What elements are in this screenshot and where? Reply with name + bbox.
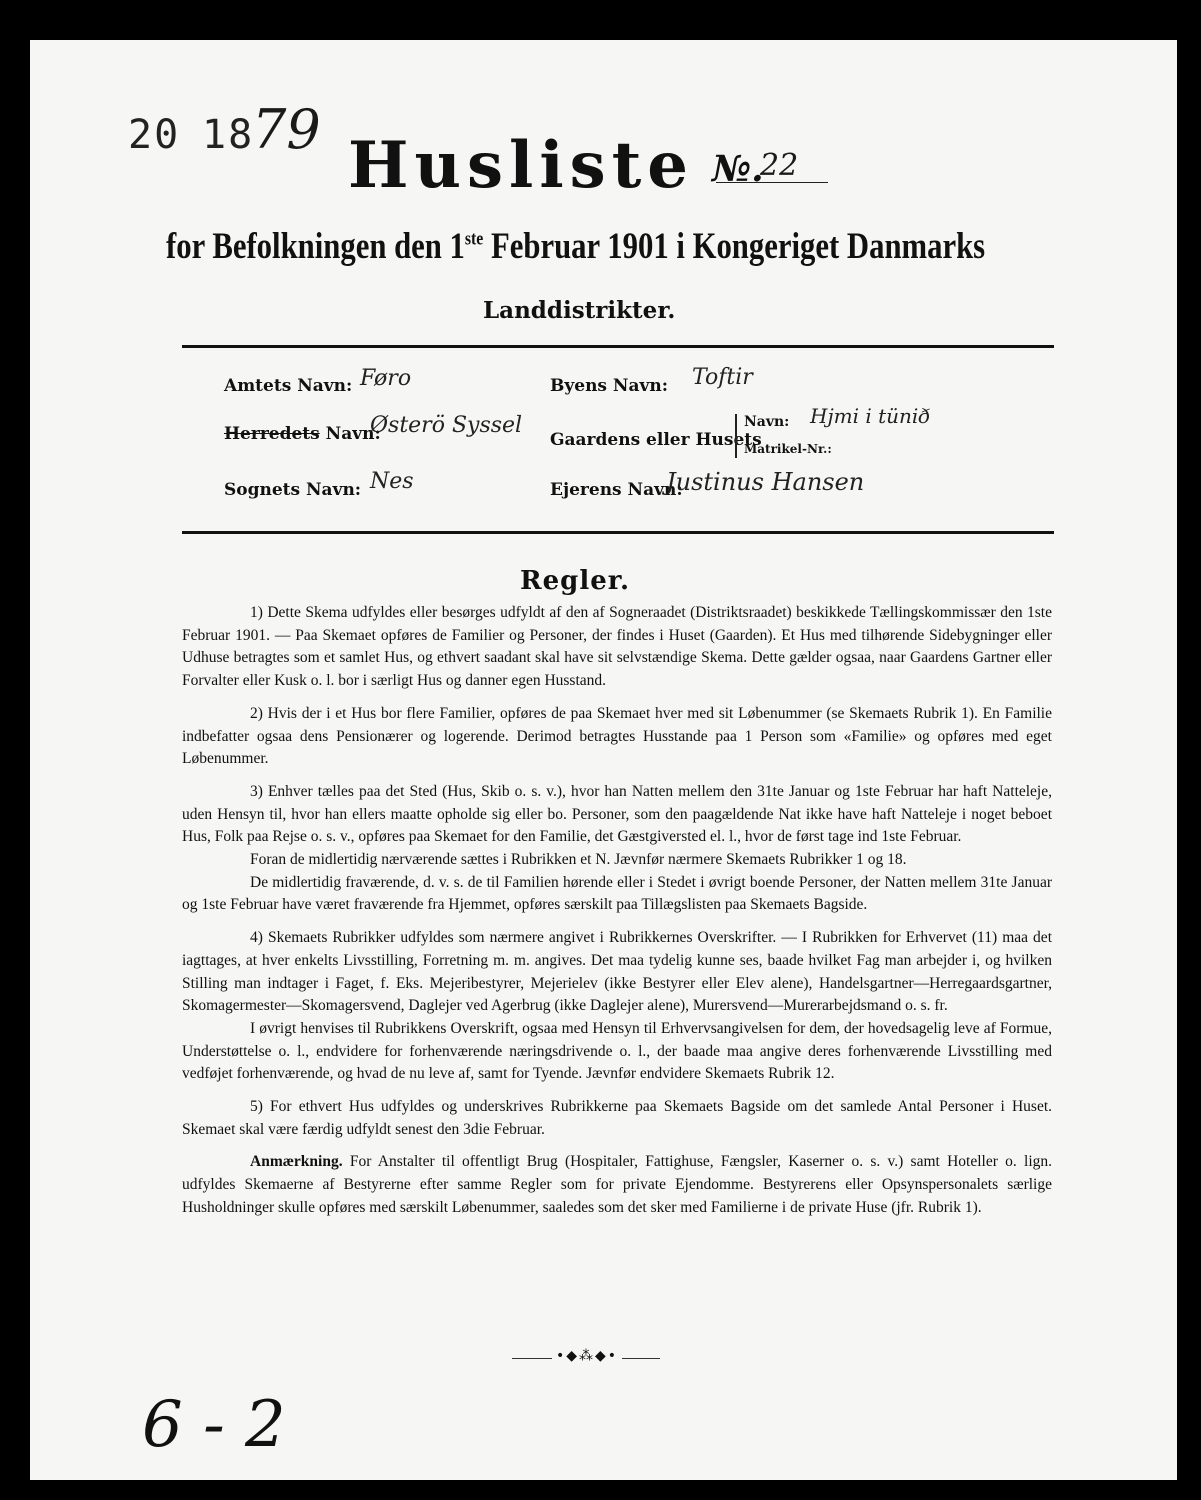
amt-value-handwritten: Føro [360, 366, 412, 391]
by-label: Byens Navn: [550, 376, 668, 396]
rule-1: 1) Dette Skema udfyldes eller besørges udfyldt af den af Sogneraadet (Distriktsraadet) beskikkede Tællingskommissær den 1ste Februar 1901. — Paa Skemaet opføres de Familier og Personer, der findes i Huset (Gaarden). Et Hus med tilhørende Sidebygninger eller Udhuse betragtes som et samlet Hus, og ethvert saadant skal have sit selvstændige Skema. Dette gælder ogsaa, naar Gaardens Gartner eller Forvalter eller Kusk o. l. bor i særligt Hus og danner egen Husstand. [182, 604, 1052, 690]
handwritten-code: 6 - 2 [142, 1388, 286, 1462]
year-prefix: 18 [202, 112, 255, 158]
subtitle: for Befolkningen den 1ste Februar 1901 i Kongeriget Danmarks [166, 226, 986, 267]
amt-label: Amtets Navn: [224, 376, 353, 396]
gaard-navn-label: Navn: [744, 414, 790, 430]
rule-4-main: 4) Skemaets Rubrikker udfyldes som nærmere angivet i Rubrikkernes Overskrifter. — I Rubrikken for Erhvervet (11) maa det iagttages, at hver enkelts Livsstilling, Forretning m. m. angives. Det maa tydelig kunne ses, baade hvilket Fag man arbejder i, og hvilken Stilling man indtager i Faget, f. Eks. Mejeribestyrer, Mejerielev (ikke Bestyrer eller Elev alene), Handelsgartner—Herregaardsgartner, Skomagermester—Skomagersvend, Daglejer ved Agerbrug (ikke Daglejer alene), Murersvend—Murerarbejdsmand o. s. fr. [182, 929, 1052, 1015]
rule-2: 2) Hvis der i et Hus bor flere Familier, opføres de paa Skemaet hver med sit Løbenummer (se Skemaets Rubrik 1). En Familie indbefatter ogsaa dens Pensionærer og logerende. Derimod betragtes Husstande paa 1 Person som «Familie» og opføres med eget Løbenummer. [182, 704, 1052, 768]
ornament: •◆⁂◆• [552, 1348, 622, 1364]
divider-bottom [182, 531, 1054, 534]
remark-text: For Anstalter til offentligt Brug (Hospitaler, Fattighuse, Fængsler, Kaserner o. s. v.) samt Hoteller o. lign. udfyldes Skemaerne af Bestyrerne efter samme Regler som for private Ejendomme. Bestyrerens eller Opsynspersonalets særlige Husholdninger skulle opføres med særskilt Løbenummer, saaledes som det sker med Familierne i de private Huse (jfr. Rubrik 1). [182, 1153, 1052, 1216]
matrikel-label: Matrikel-Nr.: [744, 442, 832, 456]
number-label: №. [712, 148, 764, 190]
herred-value-handwritten: Østerö Syssel [370, 413, 523, 438]
number-value-handwritten: 22 [760, 148, 799, 183]
gaard-bracket [735, 414, 737, 458]
ejer-label: Ejerens Navn: [550, 480, 683, 500]
rule-3-absent: De midlertidig fraværende, d. v. s. de til Familien hørende eller i Stedet i øvrigt boende Personer, der Natten mellem 31te Januar og 1ste Februar have været fraværende fra Hjemmet, opføres særskilt paa Tillægslisten paa Skemaets Bagside. [182, 873, 1052, 914]
subsubtitle: Landdistrikter. [483, 297, 676, 324]
rule-3-note-n: Foran de midlertidig nærværende sættes i Rubrikken et N. Jævnfør nærmere Skemaets Rubrikker 1 og 18. [250, 851, 907, 869]
by-value-handwritten: Toftir [692, 365, 753, 390]
gaard-label: Gaardens eller Husets [550, 430, 762, 450]
divider-top [182, 345, 1054, 348]
census-form-page [30, 40, 1177, 1480]
stamp-number: 20 [128, 112, 181, 158]
remark [182, 1151, 1052, 1219]
rule-4-more: I øvrigt henvises til Rubrikkens Overskrift, ogsaa med Hensyn til Erhvervsangivelsen for dem, der hovedsagelig leve af Formue, Understøttelse o. l., endvidere for forhenværende næringsdrivende o. l., der baade maa angive deres forhenværende Livsstilling med vedføjet forhenværende, og hvad de nu leve af, samt for Tyende. Jævnfør endvidere Skemaets Rubrik 12. [182, 1019, 1052, 1083]
rule-5: 5) For ethvert Hus udfyldes og underskrives Rubrikkerne paa Skemaets Bagside om det samlede Antal Personer i Huset. Skemaet skal være færdig udfyldt senest den 3die Februar. [182, 1098, 1052, 1138]
page-title: Husliste [348, 128, 694, 203]
ejer-value-handwritten: Justinus Hansen [666, 468, 865, 496]
gaard-navn-value-handwritten: Hjmi i tünið [810, 404, 931, 428]
sogn-value-handwritten: Nes [370, 469, 414, 494]
remark-label: Anmærkning. [250, 1153, 343, 1171]
number-underline [716, 182, 828, 183]
rule-3-main: 3) Enhver tælles paa det Sted (Hus, Skib o. s. v.), hvor han Natten mellem den 31te Januar og 1ste Februar har haft Natteleje, uden Hensyn til, hvor han ellers maatte opholde sig eller bo. Personer, som den paagældende Nat ikke have haft Natteleje i noget beboet Hus, Folk paa Rejse o. s. v., opføres paa Skemaet for den Familie, det Gæstgiversted el. l., hvor de først tage ind 1ste Februar. [182, 782, 1052, 846]
rules-heading: Regler. [520, 566, 631, 596]
herred-label: Herredets Navn: [224, 424, 381, 444]
sogn-label: Sognets Navn: [224, 480, 362, 500]
rules-body [182, 602, 1052, 1230]
year-suffix-handwritten: 79 [252, 98, 321, 161]
